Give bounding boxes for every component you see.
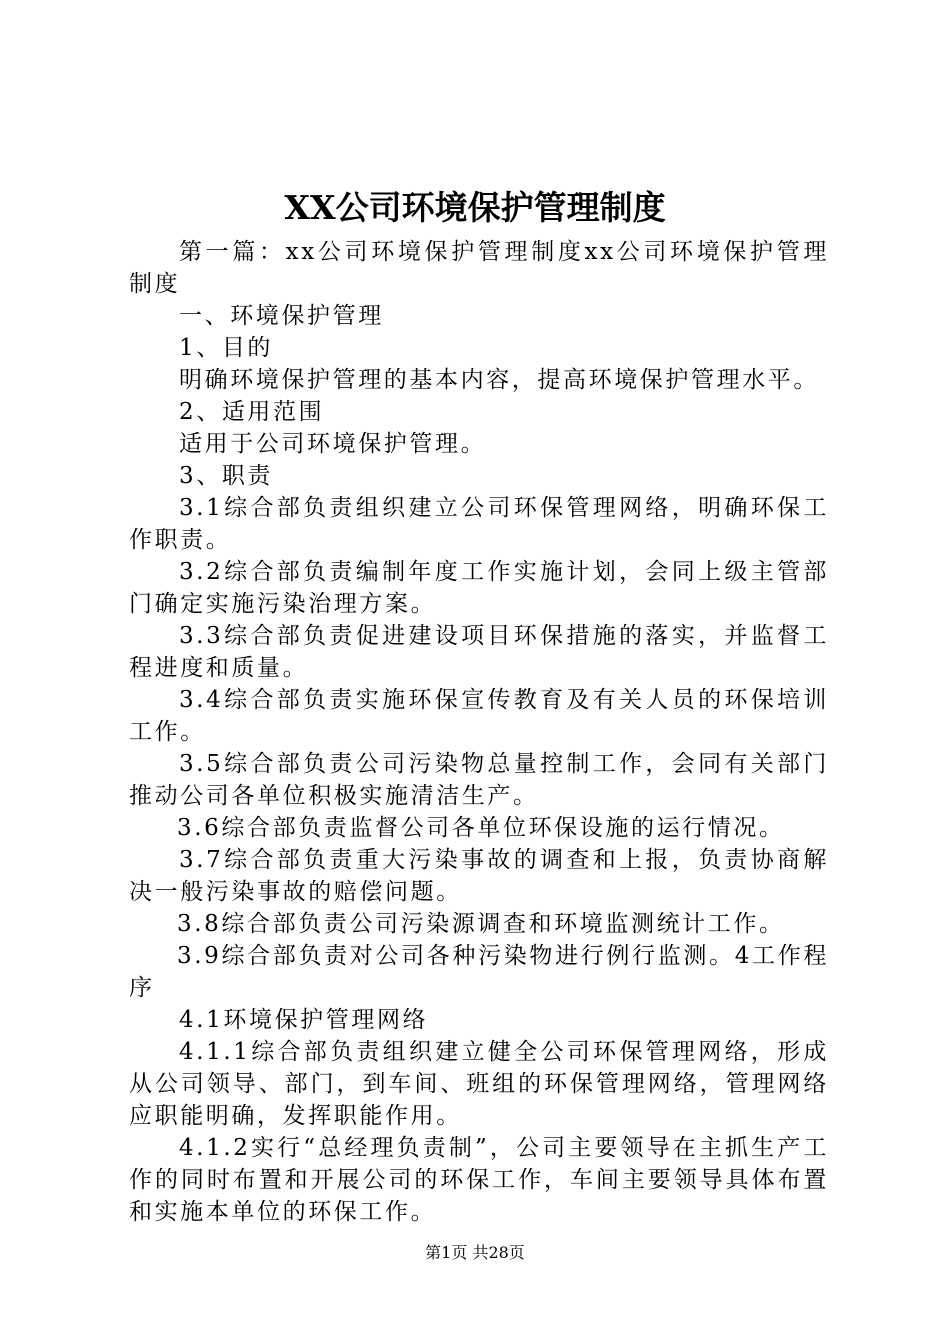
paragraph-section-1: 一、环境保护管理 [179,303,384,329]
paragraph-network-4-1-1: 4.1.1综合部负责组织建立健全公司环保管理网络，形成从公司领导、部门，到车间、班组的环保管理网络，管理网络应职能明确，发挥职能作用。 [129,1039,829,1129]
paragraph-intro: 第一篇：xx公司环境保护管理制度xx公司环境保护管理制度 [129,239,829,297]
paragraph-scope-heading: 2、适用范围 [179,399,325,425]
paragraph-scope-text: 适用于公司环境保护管理。 [179,431,487,457]
page-footer: 第1页 共28页 [425,1243,525,1262]
paragraph-duties-heading: 3、职责 [179,463,274,489]
paragraph-purpose-text: 明确环境保护管理的基本内容，提高环境保护管理水平。 [179,367,819,393]
paragraph-purpose-heading: 1、目的 [179,335,274,361]
paragraph-duty-3-5: 3.5综合部负责公司污染物总量控制工作，会同有关部门推动公司各单位积极实施清洁生产。 [129,751,829,809]
paragraph-duty-3-2: 3.2综合部负责编制年度工作实施计划，会同上级主管部门确定实施污染治理方案。 [129,559,829,617]
document-title: XX公司环境保护管理制度 [284,188,666,227]
paragraph-duty-3-9: 3.9综合部负责对公司各种污染物进行例行监测。4工作程序 [129,943,829,1001]
paragraph-network-4-1-2: 4.1.2实行“总经理负责制”，公司主要领导在主抓生产工作的同时布置和开展公司的环保工作，车间主要领导具体布置和实施本单位的环保工作。 [129,1135,829,1225]
document-body [129,236,829,1228]
paragraph-duty-3-4: 3.4综合部负责实施环保宣传教育及有关人员的环保培训工作。 [129,687,829,745]
paragraph-duty-3-3: 3.3综合部负责促进建设项目环保措施的落实，并监督工程进度和质量。 [129,623,829,681]
paragraph-duty-3-7: 3.7综合部负责重大污染事故的调查和上报，负责协商解决一般污染事故的赔偿问题。 [129,847,829,905]
paragraph-duty-3-6: 3.6综合部负责监督公司各单位环保设施的运行情况。 [177,815,785,841]
paragraph-network-heading: 4.1环境保护管理网络 [179,1007,429,1033]
paragraph-duty-3-8: 3.8综合部负责公司污染源调查和环境监测统计工作。 [177,911,785,937]
paragraph-duty-3-1: 3.1综合部负责组织建立公司环保管理网络，明确环保工作职责。 [129,495,829,553]
